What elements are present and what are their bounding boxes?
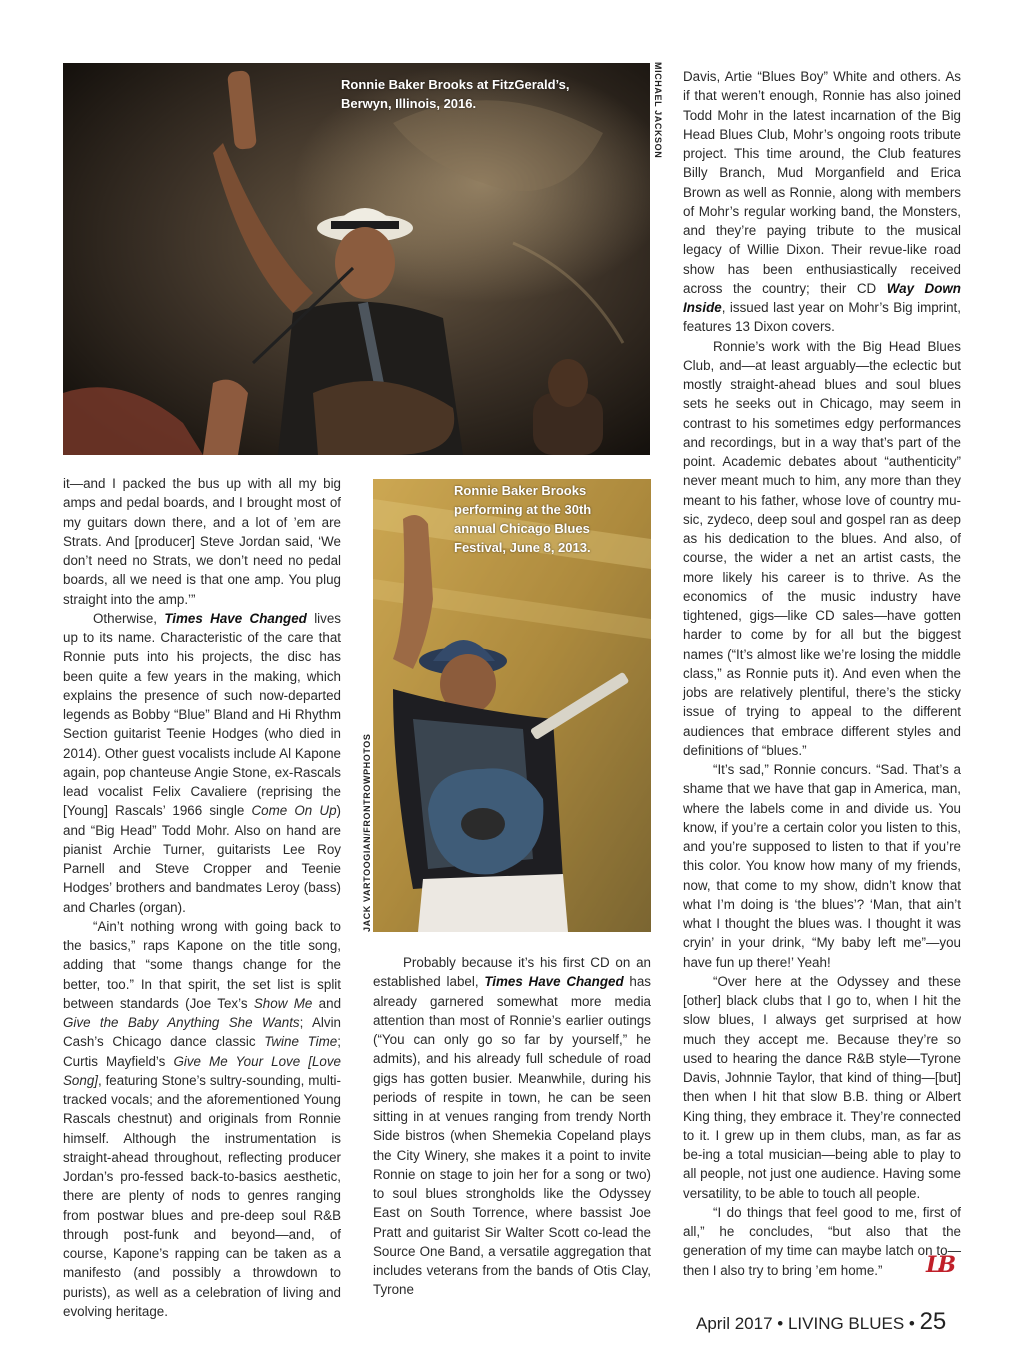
photo-ronnie-fitzgeralds-art (63, 63, 650, 455)
page-number: 25 (919, 1308, 947, 1335)
album-title: Way Down Inside (683, 280, 961, 315)
photo2-caption-line: performing at the 30th (454, 502, 592, 517)
footer-issue: April 2017 • LIVING BLUES • (696, 1314, 915, 1333)
photo2-caption (454, 481, 649, 557)
col3-paragraph: “Over here at the Odyssey and these [other] black clubs that I go to, when I hit the slow blues, I always get surprised at how much they accept me. Because they’re so used to hearing the dance R&B style—Tyrone Davis, Johnnie Taylor, that kind of thing—[but] then when I hit that slow B.B. thing or Albert King thing, they embrace it. They’re connected to it. I grew up in them clubs, man, as far as be-ing a total musician—being able to play to all people, not just one audience. Having some versatility, to be able to touch all people. (683, 973, 961, 1201)
article-column-1 (63, 474, 341, 1321)
living-blues-end-logo: LB (926, 1252, 953, 1278)
page-footer (696, 1308, 946, 1336)
col3-paragraph: Ronnie’s work with the Big Head Blues Club, and—at least arguably—the eclectic but mostly straight-ahead blues and soul blues sets he seeks out in Chicago, may seem in contrast to his sometimes edgy performances and recordings, but in a way that’s part of the point. Academic debates about “authenticity” never meant much to him, any more than they meant to his father, whose love of country mu-sic, zydeco, deep soul and gospel ran as deep as his dedication to the blues. And also, of course, the wider a net an artist casts, the more likely his career is to thrive. As the economics of the music industry have tightened, gigs—like CD sales—have gotten harder to come by for all but the biggest names (“It’s almost like we’re losing the middle class,” as Ronnie puts it). And even when the jobs are relatively plentiful, there’s the sticky issue of trying to appeal to the different audiences that embrace different styles and definitions of “blues.” (683, 338, 961, 758)
article-column-2 (373, 953, 651, 1300)
photo1-caption-line: Berwyn, Illinois, 2016. (341, 96, 477, 111)
col3-paragraph: “It’s sad,” Ronnie concurs. “Sad. That’s a shame that we have that gap in America, man, where the labels come in and divide us. You know, if you’re a certain color you listen to this, and you’re supposed to listen to that if you’re this color. You know how many of my friends, now, that come to my show, didn’t know that what I’m doing is ‘the blues’? ‘Man, that ain’t what I thought the blues was. I thought it was cryin’ in your drink, “My baby left me”—you have fun up there!’ Yeah! (683, 762, 961, 970)
col2-paragraph: Probably because it’s his first CD on an established label, Times Have Changed has already garnered somewhat more media attention than most of Ronnie’s earlier outings (“You can only go so far by yourself,” he admits), and his already full schedule of road gigs has gotten busier. Meanwhile, during his periods of respite in town, he can be seen sitting in at venues ranging from trendy North Side bistros (when Shemekia Copeland plays the City Winery, she makes it a point to invite Ronnie on stage to join her for a song or two) to soul blues strongholds like the Odyssey East on South Torrence, where bassist Joe Pratt and guitarist Sir Walter Scott co-lead the Source One Band, a versatile aggregation that includes veterans from the bands of Otis Clay, Tyrone (373, 955, 651, 1298)
song-title: Come On Up (251, 803, 337, 819)
song-title: Twine Time (264, 1034, 338, 1050)
col3-paragraph: Davis, Artie “Blues Boy” White and others. As if that weren’t enough, Ronnie has also joined Todd Mohr in the latest incarnation of the Big Head Blues Club, Mohr’s ongoing roots tribute project. This time around, the Club features Billy Branch, Mud Morganfield and Erica Brown as well as Ronnie, along with members of Mohr’s regular working band, the Monsters, and they’re paying tribute to the musical legacy of Willie Dixon. Their revue-like road show has been enthusiastically received across the country; their CD Way Down Inside, issued last year on Mohr’s Big imprint, features 13 Dixon covers. (683, 69, 961, 335)
article-column-3 (683, 67, 961, 1280)
photo-ronnie-fitzgeralds (63, 63, 650, 455)
song-title: Give Me Your Love [Love Song] (63, 1053, 341, 1088)
album-title: Times Have Changed (484, 974, 624, 990)
photo-ronnie-chicago-blues-festival (373, 479, 651, 932)
col1-paragraph: “Ain’t nothing wrong with going back to the basics,” raps Kapone on the title song, adding that “some thangs change for the better, too.” In that spirit, the set list is split between standards (Joe Tex’s Show Me and Give the Baby Anything She Wants; Alvin Cash’s Chicago dance classic Twine Time; Curtis Mayfield’s Give Me Your Love [Love Song], featuring Stone’s sultry-sounding, multi-tracked vocals; and the aforementioned Young Rascals chestnut) and originals from Ronnie himself. Although the instrumentation is straight-ahead throughout, reflecting producer Jordan’s pro-fessed back-to-basics aesthetic, there are plenty of nods to genres ranging from postwar blues and pre-deep soul R&B through post-funk and beyond—and, of course, Kapone’s rapping can be taken as a manifesto (and possibly a throwdown to purists), as well as a celebration of living and evolving heritage. (63, 918, 342, 1319)
song-title: Give the Baby Anything She Wants (63, 1015, 300, 1030)
photo1-credit: MICHAEL JACKSON (653, 62, 663, 159)
photo2-credit: JACK VARTOOGIAN/FRONTROWPHOTOS (362, 733, 372, 932)
col3-paragraph: “I do things that feel good to me, first of all,” he concludes, “but also that the generation of my time can maybe latch on to—then I also try to bring ’em home.” (683, 1204, 961, 1278)
album-title: Times Have Changed (164, 610, 307, 626)
photo2-caption-line: annual Chicago Blues (454, 521, 590, 536)
song-title: Show Me (253, 995, 313, 1011)
photo1-caption (341, 75, 641, 113)
col1-paragraph: it—and I packed the bus up with all my big amps and pedal boards, and I brought most of my guitars down there, and a lot of ’em are Strats. And [producer] Steve Jordan said, ‘We don’t need no Strats, we don’t need no pedal boards, all we need is that one amp. You plug straight into the amp.’” (63, 476, 341, 607)
photo2-caption-line: Ronnie Baker Brooks (454, 483, 587, 498)
col1-paragraph: Otherwise, Times Have Changed lives up to its name. Characteristic of the care that Ronnie puts into his projects, the disc has been quite a few years in the making, which explains the presence of such now-departed legends as Bobby “Blue” Bland and Hi Rhythm Section guitarist Teenie Hodges (who died in 2014). Other guest vocalists include Al Kapone again, pop chanteuse Angie Stone, ex-Rascals lead vocalist Felix Cavaliere (reprising the [Young] Rascals’ 1966 single Come On Up) and “Big Head” Todd Mohr. Also on hand are pianist Archie Turner, guitarists Lee Roy Parnell and Steve Cropper and Teenie Hodges’ brothers and bandmates Leroy (bass) and Charles (organ). (63, 610, 341, 915)
photo2-caption-line: Festival, June 8, 2013. (454, 540, 591, 555)
photo1-caption-line: Ronnie Baker Brooks at FitzGerald’s, (341, 77, 570, 92)
